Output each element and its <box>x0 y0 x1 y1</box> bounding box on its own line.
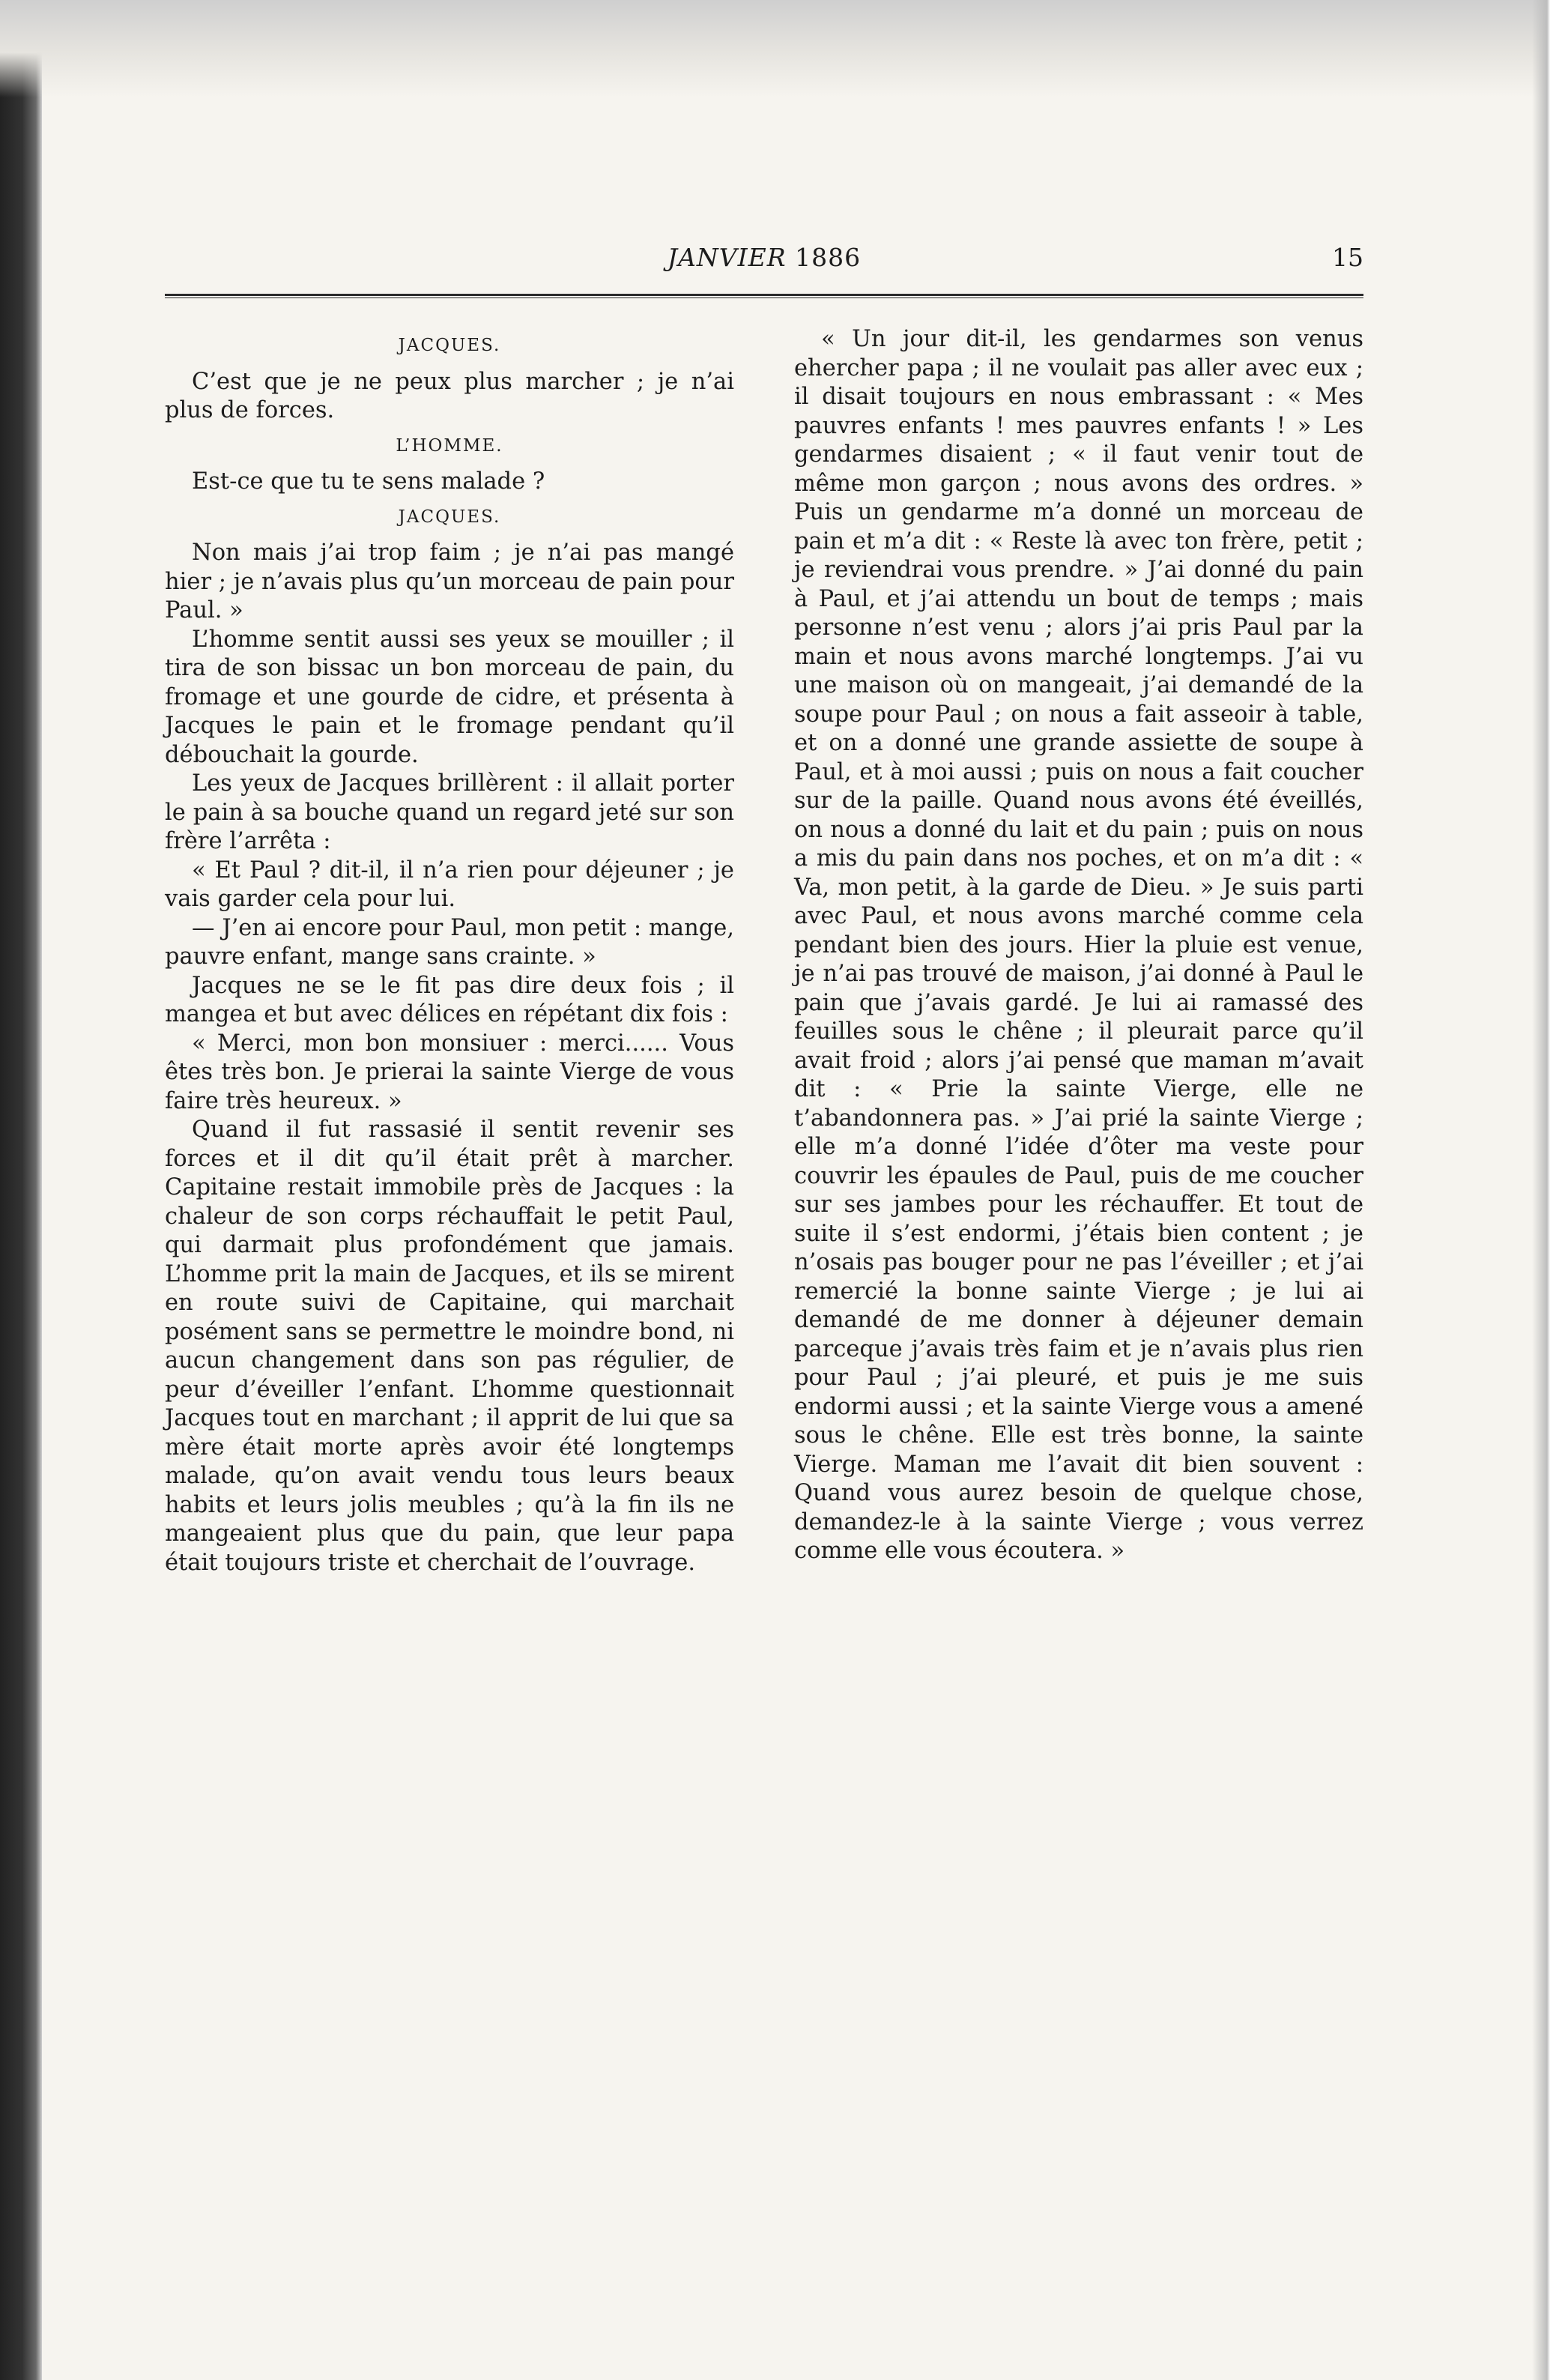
text-columns <box>165 325 1363 1577</box>
paragraph: L’homme sentit aussi ses yeux se mouiller ; il tira de son bissac un bon morceau de pain, du fromage et une gourde de cidre, et présenta à Jacques le pain et le fromage pendant qu’il débouchait la gourde. <box>165 626 734 768</box>
running-head <box>165 240 1363 285</box>
paragraph: Les yeux de Jacques brillèrent : il allait porter le pain à sa bouche quand un regard jeté sur son frère l’arrêta : <box>165 770 734 854</box>
left-column <box>165 325 734 1577</box>
header-year: 1886 <box>795 243 862 272</box>
paragraph: Non mais j’ai trop faim ; je n’ai pas mangé hier ; je n’avais plus qu’un morceau de pain pour Paul. » <box>165 540 734 623</box>
paragraph: Jacques ne se le fit pas dire deux fois ; il mangea et but avec délices en répétant dix fois : <box>165 972 734 1027</box>
header-rule <box>165 294 1363 298</box>
page <box>165 240 1363 1577</box>
speaker-label: JACQUES. <box>398 507 501 527</box>
paragraph: « Un jour dit-il, les gendarmes son venus ehercher papa ; il ne voulait pas aller avec eux ; il disait toujours en nous embrassant : « Mes pauvres enfants ! mes pauvres enfants ! » Les gendarmes disaient ; « il faut venir tout de même mon garçon ; nous avons des ordres. » Puis un gendarme m’a donné un morceau de pain et m’a dit : « Reste là avec ton frère, petit ; je reviendrai vous prendre. » J’ai donné du pain à Paul, et j’ai attendu un bout de temps ; mais personne n’est venu ; alors j’ai pris Paul par la main et nous avons marché longtemps. J’ai vu une maison où on mangeait, j’ai demandé de la soupe pour Paul ; on nous a fait asseoir à table, et on a donné une grande assiette de soupe à Paul, et à moi aussi ; puis on nous a fait coucher sur de la paille. Quand nous avons été éveillés, on nous a donné du lait et du pain ; puis on nous a mis du pain dans nos poches, et on m’a dit : « Va, mon petit, à la garde de Dieu. » Je suis parti avec Paul, et nous avons marché comme cela pendant bien des jours. Hier la pluie est venue, je n’ai pas trouvé de maison, j’ai donné à Paul le pain que j’avais gardé. Je lui ai ramassé des feuilles sous le chêne ; il pleurait parce qu’il avait froid ; alors j’ai pensé que maman m’avait dit : « Prie la sainte Vierge, elle ne t’abandonnera pas. » J’ai prié la sainte Vierge ; elle m’a donné l’idée d’ôter ma veste pour couvrir les épaules de Paul, puis de me coucher sur ses jambes pour les réchauffer. Et tout de suite il s’est endormi, j’étais bien content ; je n’osais pas bouger pour ne pas l’éveiller ; et j’ai remercié la bonne sainte Vierge ; je lui ai demandé de me donner à déjeuner demain parceque j’avais très faim et je n’avais plus rien pour Paul ; j’ai pleuré, et puis je me suis endormi aussi ; et la sainte Vierge vous a amené sous le chêne. Elle est très bonne, la sainte Vierge. Maman me l’avait dit bien souvent : Quand vous aurez besoin de quelque chose, demandez-le à la sainte Vierge ; vous verrez comme elle vous écoutera. » <box>794 326 1363 1564</box>
paragraph: C’est que je ne peux plus marcher ; je n’ai plus de forces. <box>165 368 734 423</box>
paragraph: — J’en ai encore pour Paul, mon petit : mange, pauvre enfant, mange sans crainte. » <box>165 914 734 970</box>
page-number: 15 <box>1332 243 1363 272</box>
paragraph: « Merci, mon bon monsiuer : merci...... Vous êtes très bon. Je prierai la sainte Vierge de vous faire très heureux. » <box>165 1030 734 1114</box>
paragraph: « Et Paul ? dit-il, il n’a rien pour déjeuner ; je vais garder cela pour lui. <box>165 857 734 912</box>
paragraph: Quand il fut rassasié il sentit revenir ses forces et il dit qu’il était prêt à marcher. Capitaine restait immobile près de Jacques : la chaleur de son corps réchauffait le petit Paul, qui darmait plus profondément que jamais. L’homme prit la main de Jacques, et ils se mirent en route suivi de Capitaine, qui marchait posément sans se permettre le moindre bond, ni aucun changement dans son pas régulier, de peur d’éveiller l’enfant. L’homme questionnait Jacques tout en marchant ; il apprit de lui que sa mère était morte après avoir été longtemps malade, qu’on avait vendu tous leurs beaux habits et leurs jolis meubles ; qu’à la fin ils ne mangeaient plus que du pain, que leur papa était toujours triste et cherchait de l’ouvrage. <box>165 1117 734 1576</box>
running-head-title <box>165 243 1363 272</box>
right-column <box>794 325 1363 1577</box>
scan-right-edge <box>1532 0 1562 2380</box>
speaker-label: JACQUES. <box>398 336 501 355</box>
header-month: JANVIER <box>667 243 787 272</box>
speaker-label: L’HOMME. <box>396 435 503 456</box>
scan-top-edge <box>0 0 1562 97</box>
paragraph: Est-ce que tu te sens malade ? <box>192 468 545 495</box>
scan-left-edge <box>0 0 42 2380</box>
